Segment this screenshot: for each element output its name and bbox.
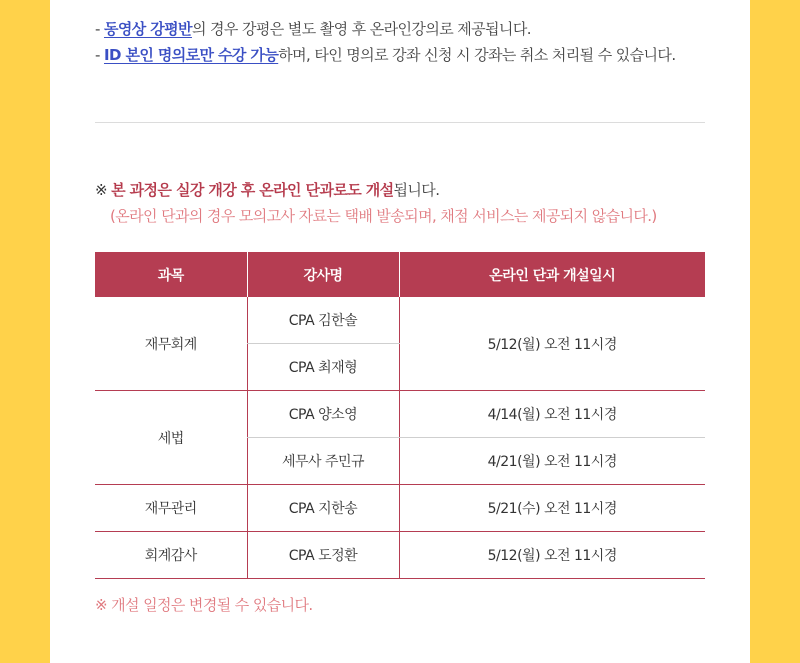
instructor-cell: CPA 도정환 [247, 532, 399, 579]
notice-highlight: 본 과정은 실강 개강 후 온라인 단과로도 개설 [111, 181, 394, 199]
table-row [95, 391, 705, 438]
date-cell: 4/14(월) 오전 11시경 [399, 391, 705, 438]
note-highlight-link[interactable]: 동영상 강평반 [103, 20, 192, 38]
table-row [95, 485, 705, 532]
instructor-cell: CPA 최재형 [247, 344, 399, 391]
date-cell: 5/21(수) 오전 11시경 [399, 485, 705, 532]
notice-mark: ※ [95, 181, 112, 199]
header-subject: 과목 [95, 252, 247, 297]
subject-cell: 회계감사 [95, 532, 247, 579]
content-panel [50, 0, 750, 663]
header-open-date: 온라인 단과 개설일시 [399, 252, 705, 297]
notice-subtext: (온라인 단과의 경우 모의고사 자료는 택배 발송되며, 채점 서비스는 제공되지 않습니다.) [110, 207, 657, 225]
note-highlight-link[interactable]: ID 본인 명의로만 수강 가능 [103, 46, 279, 64]
subject-cell: 재무관리 [95, 485, 247, 532]
schedule-table [95, 252, 705, 579]
instructor-cell: CPA 양소영 [247, 391, 399, 438]
note-line [95, 42, 676, 68]
header-instructor: 강사명 [247, 252, 399, 297]
instructor-cell: CPA 김한솔 [247, 297, 399, 344]
table-row [95, 532, 705, 579]
table-header-row [95, 252, 705, 297]
notice-tail: 됩니다. [393, 181, 440, 199]
note-bullet: - [95, 20, 104, 38]
note-text: 의 경우 강평은 별도 촬영 후 온라인강의로 제공됩니다. [191, 20, 531, 38]
online-course-notice [95, 177, 657, 229]
table-row [95, 297, 705, 344]
section-divider [95, 122, 705, 123]
instructor-cell: 세무사 주민규 [247, 438, 399, 485]
note-bullet: - [95, 46, 104, 64]
note-line [95, 16, 676, 42]
notes-list [95, 16, 676, 68]
subject-cell: 세법 [95, 391, 247, 485]
subject-cell: 재무회계 [95, 297, 247, 391]
date-cell: 5/12(월) 오전 11시경 [399, 297, 705, 391]
note-text: 하며, 타인 명의로 강좌 신청 시 강좌는 취소 처리될 수 있습니다. [278, 46, 676, 64]
instructor-cell: CPA 지한송 [247, 485, 399, 532]
schedule-footnote: ※ 개설 일정은 변경될 수 있습니다. [95, 596, 313, 614]
date-cell: 5/12(월) 오전 11시경 [399, 532, 705, 579]
date-cell: 4/21(월) 오전 11시경 [399, 438, 705, 485]
